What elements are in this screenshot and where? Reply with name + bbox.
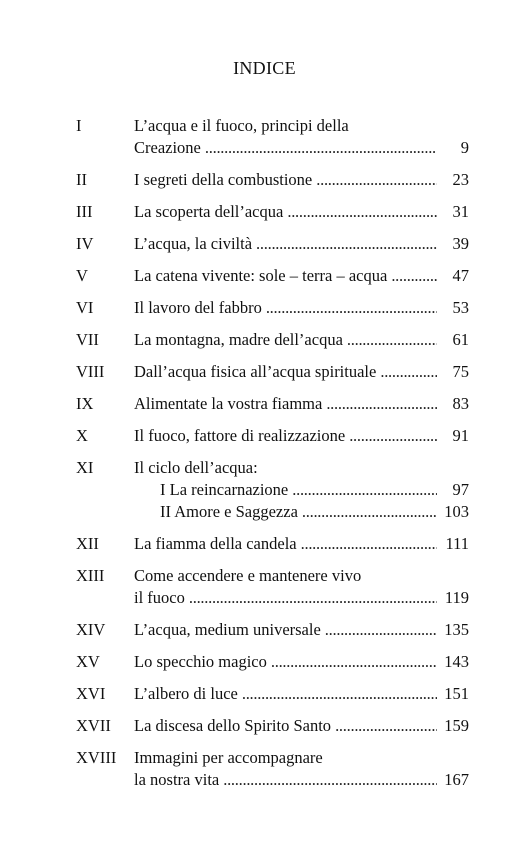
toc-entry — [76, 361, 469, 383]
page-number: 75 — [452, 362, 469, 381]
dot-leader — [326, 393, 437, 415]
chapter-title: La discesa dello Spirito Santo — [134, 716, 332, 735]
chapter-title: La montagna, madre dell’acqua — [134, 330, 343, 349]
chapter-title: Il fuoco, fattore di realizzazione — [134, 426, 346, 445]
chapter-title: Immagini per accompagnare — [134, 748, 323, 767]
toc-entry — [76, 425, 469, 447]
toc-line — [134, 265, 469, 287]
toc-entry — [76, 329, 469, 351]
chapter-title: La catena vivente: sole – terra – acqua — [134, 266, 388, 285]
page-number: 31 — [452, 202, 469, 221]
chapter-title: L’acqua, la civiltà — [134, 234, 253, 253]
page-number: 39 — [452, 234, 469, 253]
dot-leader — [301, 533, 437, 555]
toc-entry — [76, 297, 469, 319]
toc-line — [134, 565, 469, 587]
toc-entry — [76, 393, 469, 415]
chapter-title: il fuoco — [134, 588, 185, 607]
chapter-number: IV — [76, 234, 94, 253]
page-number: 47 — [452, 266, 469, 285]
dot-leader — [292, 479, 437, 501]
chapter-number: I — [76, 116, 82, 135]
toc-subentry — [134, 501, 469, 523]
dot-leader — [256, 233, 437, 255]
chapter-title: L’acqua, medium universale — [134, 620, 321, 639]
chapter-title: I segreti della combustione — [134, 170, 313, 189]
dot-leader — [335, 715, 437, 737]
toc-line — [134, 297, 469, 319]
toc-entry — [76, 233, 469, 255]
dot-leader — [271, 651, 437, 673]
dot-leader — [325, 619, 437, 641]
toc-entry — [76, 115, 469, 159]
chapter-number: V — [76, 266, 88, 285]
chapter-number: XII — [76, 534, 99, 553]
chapter-number: VII — [76, 330, 99, 349]
chapter-number: VIII — [76, 362, 105, 381]
toc-line — [134, 457, 469, 479]
toc-line — [134, 619, 469, 641]
page-number: 103 — [444, 502, 469, 521]
chapter-title: Il lavoro del fabbro — [134, 298, 262, 317]
chapter-number: XVI — [76, 684, 106, 703]
page-number: 167 — [444, 770, 469, 789]
chapter-title: L’acqua e il fuoco, principi della — [134, 116, 349, 135]
chapter-number: XIV — [76, 620, 106, 639]
page-number: 53 — [452, 298, 469, 317]
page-number: 135 — [444, 620, 469, 639]
toc-entry — [76, 169, 469, 191]
chapter-title: La scoperta dell’acqua — [134, 202, 284, 221]
toc-line — [134, 233, 469, 255]
page-title: INDICE — [233, 58, 296, 78]
dot-leader — [287, 201, 437, 223]
toc-entry — [76, 715, 469, 737]
page-number: 143 — [444, 652, 469, 671]
page-number: 119 — [444, 588, 469, 607]
dot-leader — [266, 297, 437, 319]
page-number: 61 — [452, 330, 469, 349]
toc-entry — [76, 565, 469, 609]
chapter-number: XIII — [76, 566, 105, 585]
toc-entry — [76, 533, 469, 555]
page-number: 83 — [452, 394, 469, 413]
toc-line — [134, 169, 469, 191]
chapter-number: XVIII — [76, 748, 117, 767]
toc-entry — [76, 747, 469, 791]
toc-line — [134, 587, 469, 609]
toc-entry — [76, 619, 469, 641]
chapter-title: Lo specchio magico — [134, 652, 267, 671]
page-number: 23 — [452, 170, 469, 189]
table-of-contents — [76, 115, 469, 801]
page-number: 9 — [460, 138, 469, 157]
toc-line — [134, 115, 469, 137]
chapter-number: X — [76, 426, 88, 445]
chapter-number: VI — [76, 298, 94, 317]
dot-leader — [380, 361, 437, 383]
dot-leader — [242, 683, 437, 705]
chapter-title: Il ciclo dell’acqua: — [134, 458, 258, 477]
dot-leader — [302, 501, 437, 523]
dot-leader — [205, 137, 437, 159]
chapter-title: Creazione — [134, 138, 201, 157]
chapter-title: la nostra vita — [134, 770, 220, 789]
toc-line — [134, 201, 469, 223]
chapter-title: L’albero di luce — [134, 684, 238, 703]
toc-line — [134, 393, 469, 415]
chapter-title: Alimentate la vostra fiamma — [134, 394, 323, 413]
dot-leader — [349, 425, 437, 447]
toc-line — [134, 769, 469, 791]
toc-line — [134, 329, 469, 351]
chapter-title: Come accendere e mantenere vivo — [134, 566, 362, 585]
toc-line — [134, 747, 469, 769]
page-number: 97 — [452, 480, 469, 499]
toc-entry — [76, 457, 469, 523]
chapter-number: XV — [76, 652, 100, 671]
dot-leader — [223, 769, 437, 791]
page-number: 151 — [444, 684, 469, 703]
toc-entry — [76, 265, 469, 287]
page-number: 111 — [445, 534, 469, 553]
toc-entry — [76, 683, 469, 705]
dot-leader — [391, 265, 437, 287]
chapter-number: III — [76, 202, 93, 221]
toc-entry — [76, 201, 469, 223]
toc-line — [134, 361, 469, 383]
chapter-title: I La reincarnazione — [160, 480, 289, 499]
dot-leader — [316, 169, 437, 191]
chapter-title: Dall’acqua fisica all’acqua spirituale — [134, 362, 377, 381]
chapter-title: II Amore e Saggezza — [160, 502, 298, 521]
chapter-number: XI — [76, 458, 94, 477]
dot-leader — [189, 587, 437, 609]
toc-line — [134, 715, 469, 737]
chapter-title: La fiamma della candela — [134, 534, 297, 553]
page-number: 91 — [452, 426, 469, 445]
toc-line — [134, 137, 469, 159]
toc-entry — [76, 651, 469, 673]
toc-line — [134, 651, 469, 673]
chapter-number: XVII — [76, 716, 111, 735]
toc-line — [134, 425, 469, 447]
dot-leader — [347, 329, 437, 351]
chapter-number: II — [76, 170, 87, 189]
toc-line — [134, 683, 469, 705]
toc-subentry — [134, 479, 469, 501]
page-number: 159 — [444, 716, 469, 735]
toc-line — [134, 533, 469, 555]
chapter-number: IX — [76, 394, 94, 413]
